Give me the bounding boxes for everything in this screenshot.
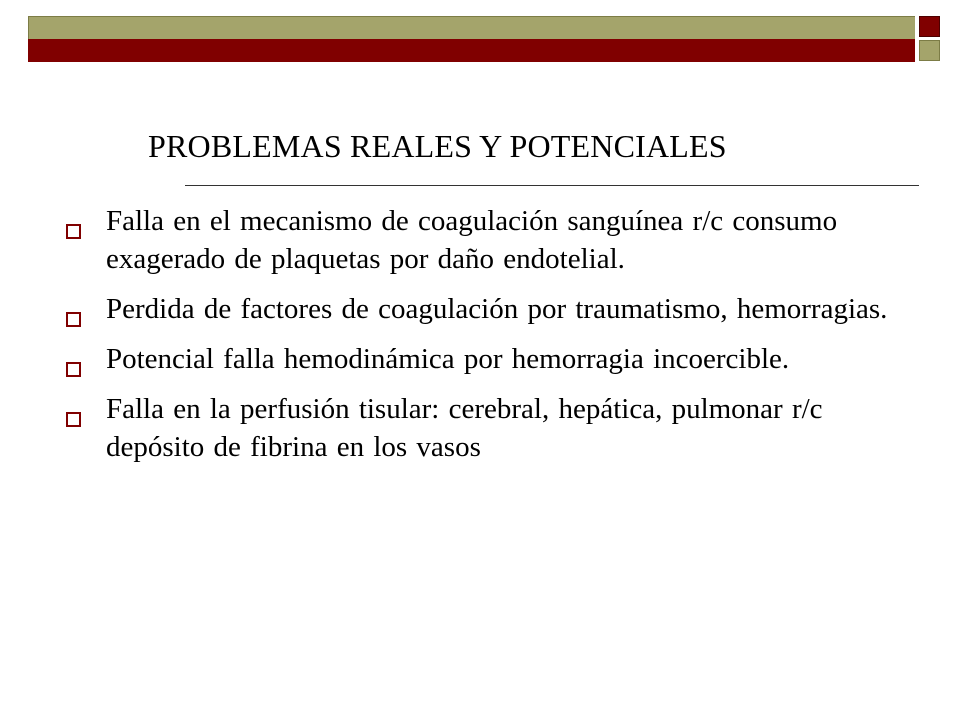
corner-square-maroon (919, 16, 940, 37)
bullet-item (52, 390, 892, 466)
hollow-square-icon (66, 412, 81, 427)
bullet-text: Falla en el mecanismo de coagulación sanguínea r/c consumo exagerado de plaquetas por daño endotelial. (106, 205, 838, 275)
hollow-square-icon (66, 362, 81, 377)
slide-title: PROBLEMAS REALES Y POTENCIALES (148, 128, 727, 164)
header-bar-olive-stripe (28, 16, 915, 39)
bullet-text: Perdida de factores de coagulación por traumatismo, hemorragias. (106, 293, 888, 325)
hollow-square-icon (66, 312, 81, 327)
hollow-square-icon (66, 224, 81, 239)
bullet-list (52, 202, 892, 478)
bullet-text: Potencial falla hemodinámica por hemorragia incoercible. (106, 343, 790, 375)
header-bar-maroon-stripe (28, 39, 915, 62)
bullet-text: Falla en la perfusión tisular: cerebral, hepática, pulmonar r/c depósito de fibrina en los vasos (106, 393, 823, 463)
bullet-item (52, 202, 892, 278)
title-underline (185, 185, 919, 186)
header-bar (28, 16, 915, 62)
corner-square-olive (919, 40, 940, 61)
bullet-item (52, 290, 892, 328)
bullet-item (52, 340, 892, 378)
